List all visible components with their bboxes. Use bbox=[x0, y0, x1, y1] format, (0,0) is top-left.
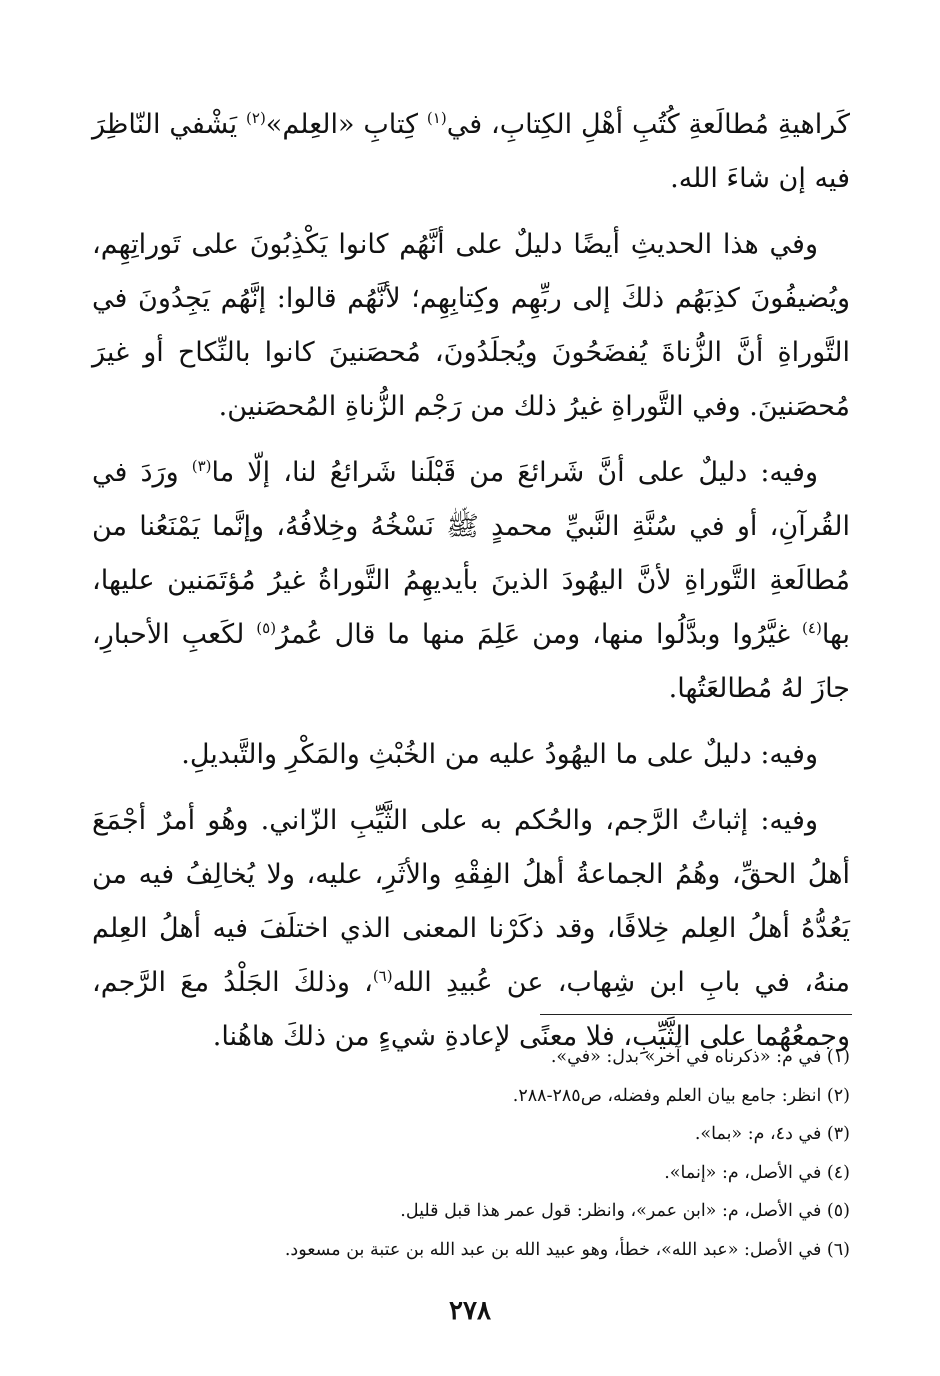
paragraph-text: وفيه: دليلٌ على ما اليهُودُ عليه من الخُبْثِ والمَكْرِ والتَّبديلِ. bbox=[181, 739, 818, 770]
paragraph-text: لكَعبِ الأحبارِ، جازَ لهُ مُطالعَتُها. bbox=[92, 619, 850, 704]
paragraph-text: كِتابِ «العِلم» bbox=[265, 109, 427, 140]
footnote-ref-3: (٣) bbox=[191, 457, 212, 475]
footnotes bbox=[160, 1038, 850, 1269]
main-text bbox=[92, 98, 850, 1076]
paragraph-text: ، وذلكَ الجَلْدُ معَ الرَّجم، وجمعُهُما على الثَّيِّبِ، فلا معنًى لإعادةِ شيءٍ من ذلكَ هاهُنا. bbox=[92, 967, 850, 1052]
footnote-6: (٦) في الأصل: «عبد الله»، خطأ، وهو عبيد الله بن عبد الله بن عتبة بن مسعود. bbox=[284, 1239, 850, 1260]
paragraph-2 bbox=[92, 218, 850, 434]
paragraph-text: وفيه: دليلٌ على أنَّ شَرائعَ من قَبْلَنا شَرائعُ لنا، إلّا ما bbox=[211, 457, 818, 488]
footnote-5: (٥) في الأصل، م: «ابن عمر»، وانظر: قول عمر هذا قبل قليل. bbox=[400, 1201, 850, 1221]
paragraph-1 bbox=[92, 98, 850, 206]
footnote-ref-4: (٤) bbox=[802, 619, 822, 637]
paragraph-3 bbox=[92, 446, 850, 716]
paragraph-text: كَراهيةِ مُطالَعةِ كُتُبِ أهْلِ الكِتابِ، في bbox=[446, 109, 851, 140]
paragraph-text: غيَّرُوا وبدَّلُوا منها، ومن عَلِمَ منها ما قال عُمرُ bbox=[276, 619, 803, 650]
paragraph-text: ورَدَ في القُرآنِ، أو في سُنَّةِ النَّبيِّ محمدٍ ﷺ نَسْخُهُ وخِلافُهُ، وإنَّما يَمْنَعُنا من مُطالَعةِ التَّوراةِ لأنَّ اليهُودَ الذينَ بأيديهِمُ التَّوراةُ غيرُ مُؤتَمَنين عليها، بها bbox=[92, 457, 850, 650]
footnote-4: (٤) في الأصل، م: «إنما». bbox=[664, 1162, 850, 1183]
footnote-1: (١) في م: «ذكرناه في آخر» بدل: «في». bbox=[550, 1047, 850, 1067]
footnote-ref-2: (٢) bbox=[246, 109, 266, 127]
paragraph-text: وفيه: إثباتُ الرَّجم، والحُكم به على الثَّيِّبِ الزّاني. وهُو أمرٌ أجْمَعَ أهلُ الحقِّ، وهُمُ الجماعةُ أهلُ الفِقْهِ والأثَرِ، عليه، ولا يُخالِفُ فيه من يَعُدُّهُ أهلُ العِلم خِلافًا، وقد ذكَرْنا المعنى الذي اختلَفَ فيه أهلُ العِلم منهُ، في بابِ ابن شِهاب، عن عُبيدِ الله bbox=[92, 805, 851, 998]
paragraph-text: وفي هذا الحديثِ أيضًا دليلٌ على أنَّهُم كانوا يَكْذِبُونَ على تَوراتِهِم، ويُضيفُونَ كذِبَهُم ذلكَ إلى ربِّهِم وكِتابِهِم؛ لأنَّهُم قالوا: إنَّهُم يَجِدُونَ في التَّوراةِ أنَّ الزُّناةَ يُفضَحُونَ ويُجلَدُونَ، مُحصَنينَ كانوا بالنِّكاح أو غيرَ مُحصَنينَ. وفي التَّوراةِ غيرُ ذلك من رَجْم الزُّناةِ المُحصَنين. bbox=[92, 229, 850, 422]
paragraph-4 bbox=[92, 728, 850, 782]
page-number: ٢٧٨ bbox=[449, 1296, 491, 1326]
footnote-ref-6: (٦) bbox=[372, 967, 393, 985]
footnote-divider bbox=[540, 1014, 852, 1015]
footnote-3: (٣) في د٤، م: «بما». bbox=[694, 1124, 850, 1144]
paragraph-5 bbox=[92, 794, 850, 1064]
footnote-2: (٢) انظر: جامع بيان العلم وفضله، ص٢٨٥-٢٨٨. bbox=[512, 1085, 850, 1106]
footnote-ref-5: (٥) bbox=[256, 619, 277, 637]
footnote-ref-1: (١) bbox=[426, 109, 447, 127]
paragraph-text: يَشْفي النّاظِرَ فيه إن شاءَ الله. bbox=[92, 109, 850, 194]
